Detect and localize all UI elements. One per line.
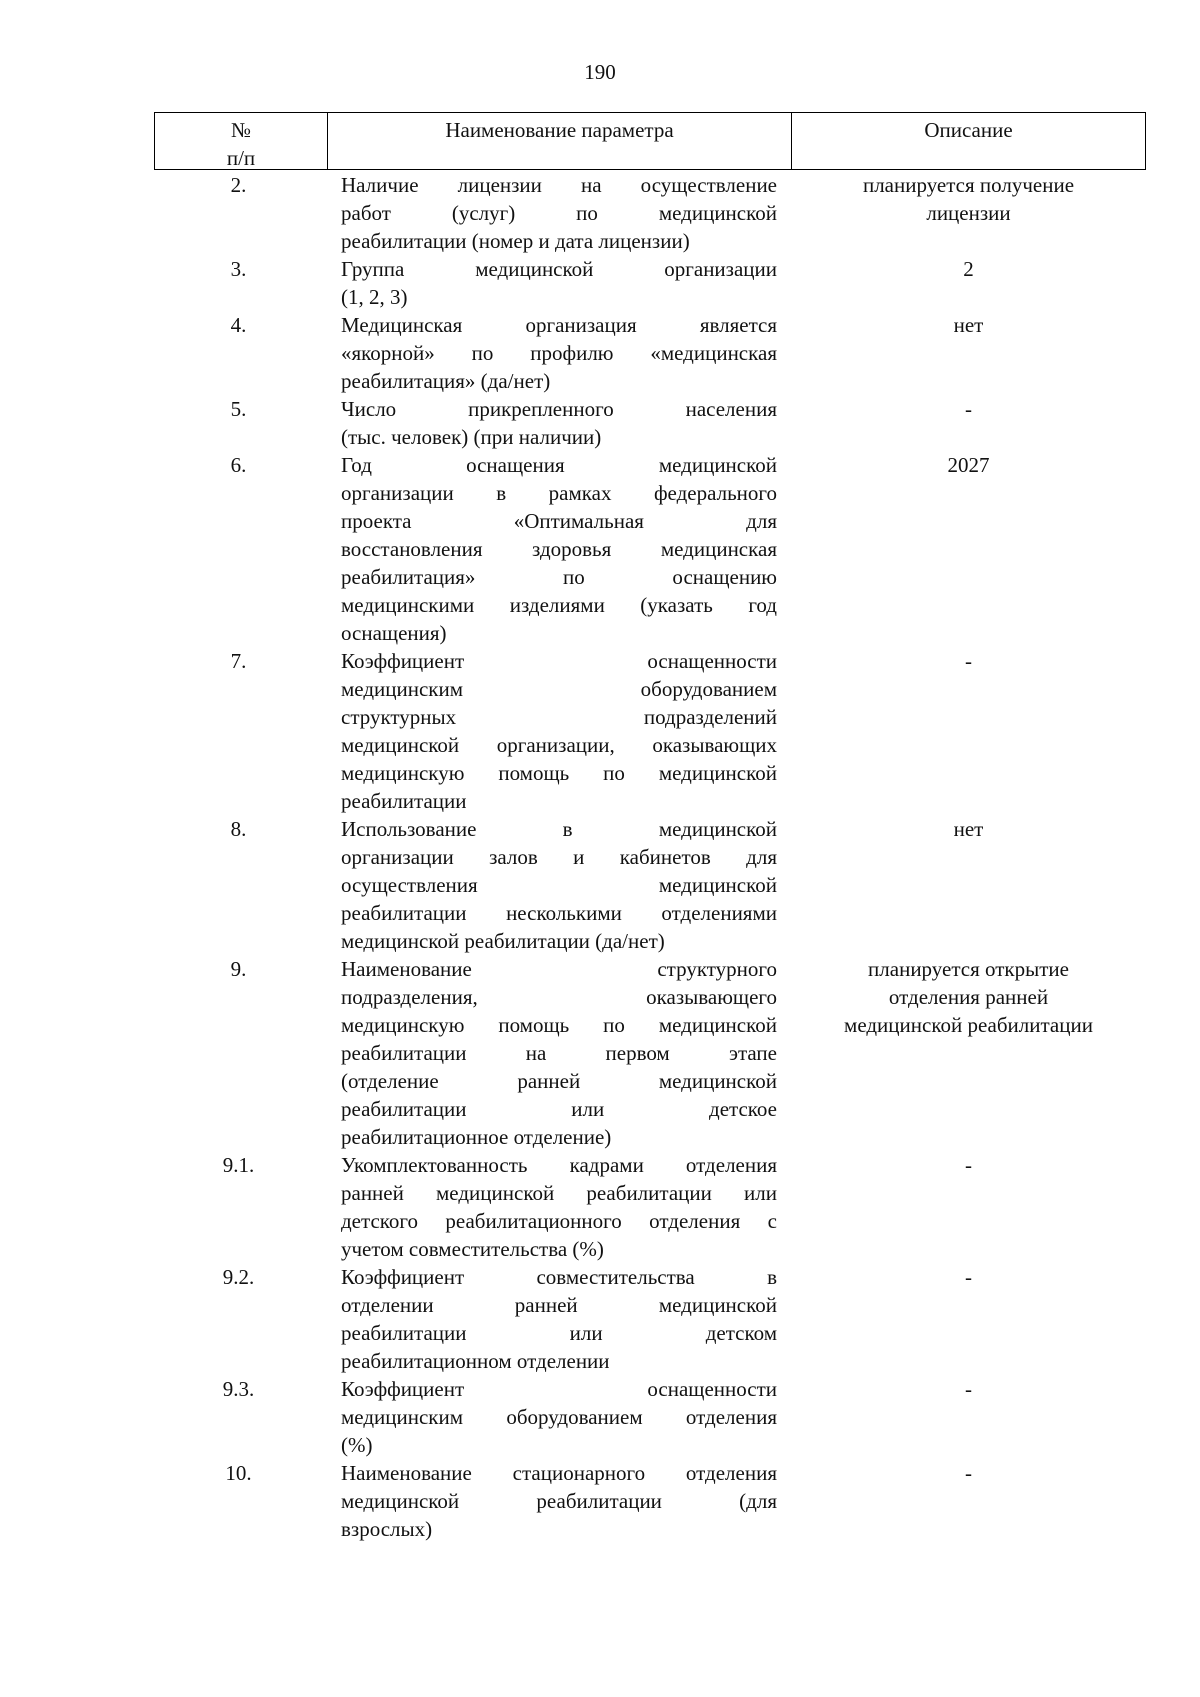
parameter-line: Число прикрепленного населения <box>341 397 777 421</box>
parameter-line: реабилитационном отделении <box>341 1349 610 1373</box>
row-description <box>791 255 1146 311</box>
parameter-line: (%) <box>341 1433 373 1457</box>
row-parameter <box>327 815 791 955</box>
parameter-line: организации в рамках федерального <box>341 481 777 505</box>
row-description <box>791 1151 1146 1263</box>
parameter-line: реабилитации (номер и дата лицензии) <box>341 229 690 253</box>
table-row <box>154 395 1146 451</box>
parameter-line: Наименование стационарного отделения <box>341 1461 777 1485</box>
parameter-line: Укомплектованность кадрами отделения <box>341 1153 777 1177</box>
parameter-line: Коэффициент оснащенности <box>341 1377 777 1401</box>
description-line: нет <box>953 817 984 841</box>
row-description <box>791 955 1146 1151</box>
parameter-line: медицинским оборудованием отделения <box>341 1405 777 1429</box>
row-description <box>791 1263 1146 1375</box>
row-parameter <box>327 255 791 311</box>
table-row <box>154 1151 1146 1263</box>
parameter-line: реабилитации несколькими отделениями <box>341 901 777 925</box>
header-parameter-name: Наименование параметра <box>328 113 792 169</box>
row-parameter <box>327 171 791 255</box>
parameter-line: Год оснащения медицинской <box>341 453 777 477</box>
parameter-line: Наименование структурного <box>341 957 777 981</box>
header-description: Описание <box>924 118 1013 142</box>
row-number: 9.3. <box>222 1377 255 1401</box>
row-number: 9. <box>230 957 247 981</box>
table-row <box>154 171 1146 255</box>
parameter-line: (тыс. человек) (при наличии) <box>341 425 602 449</box>
row-parameter <box>327 1263 791 1375</box>
description-line: 2 <box>963 257 974 281</box>
parameter-line: восстановления здоровья медицинская <box>341 537 777 561</box>
row-number: 6. <box>230 453 247 477</box>
table-header <box>154 112 1146 170</box>
parameter-line: учетом совместительства (%) <box>341 1237 604 1261</box>
row-number: 9.1. <box>222 1153 255 1177</box>
parameter-line: реабилитации или детское <box>341 1097 777 1121</box>
row-parameter <box>327 1151 791 1263</box>
row-description <box>791 815 1146 955</box>
row-number: 2. <box>230 173 247 197</box>
parameter-line: медицинским оборудованием <box>341 677 777 701</box>
table-body <box>154 170 1146 1543</box>
row-number: 4. <box>230 313 247 337</box>
table-row <box>154 955 1146 1151</box>
row-parameter <box>327 1375 791 1459</box>
row-parameter <box>327 955 791 1151</box>
parameter-line: реабилитации <box>341 789 467 813</box>
description-line: лицензии <box>926 201 1011 225</box>
table-row <box>154 1375 1146 1459</box>
description-line: отделения ранней <box>888 985 1049 1009</box>
row-number: 5. <box>230 397 247 421</box>
parameter-line: (1, 2, 3) <box>341 285 408 309</box>
description-line: - <box>965 397 972 421</box>
parameter-line: Группа медицинской организации <box>341 257 777 281</box>
parameter-line: структурных подразделений <box>341 705 777 729</box>
row-number: 8. <box>230 817 247 841</box>
parameter-line: организации залов и кабинетов для <box>341 845 777 869</box>
parameter-line: подразделения, оказывающего <box>341 985 777 1009</box>
parameter-line: проекта «Оптимальная для <box>341 509 777 533</box>
parameter-line: детского реабилитационного отделения с <box>341 1209 777 1233</box>
parameter-line: работ (услуг) по медицинской <box>341 201 777 225</box>
parameter-line: реабилитационное отделение) <box>341 1125 612 1149</box>
description-line: - <box>965 1265 972 1289</box>
description-line: - <box>965 1153 972 1177</box>
row-description <box>791 311 1146 395</box>
row-parameter <box>327 395 791 451</box>
row-parameter <box>327 311 791 395</box>
parameter-line: ранней медицинской реабилитации или <box>341 1181 777 1205</box>
parameter-line: оснащения) <box>341 621 447 645</box>
parameter-line: медицинскими изделиями (указать год <box>341 593 777 617</box>
parameter-line: Использование в медицинской <box>341 817 777 841</box>
description-line: - <box>965 649 972 673</box>
description-line: - <box>965 1461 972 1485</box>
row-description <box>791 395 1146 451</box>
row-description <box>791 1375 1146 1459</box>
row-number: 10. <box>225 1461 252 1485</box>
parameter-line: реабилитации на первом этапе <box>341 1041 777 1065</box>
row-number: 9.2. <box>222 1265 255 1289</box>
row-description <box>791 451 1146 647</box>
table-row <box>154 311 1146 395</box>
row-number: 3. <box>230 257 247 281</box>
parameter-line: реабилитация» (да/нет) <box>341 369 551 393</box>
description-line: планируется получение <box>862 173 1075 197</box>
table-row <box>154 451 1146 647</box>
table-row <box>154 1459 1146 1543</box>
parameter-line: взрослых) <box>341 1517 433 1541</box>
parameter-line: медицинской реабилитации (да/нет) <box>341 929 665 953</box>
row-description <box>791 1459 1146 1543</box>
row-description <box>791 171 1146 255</box>
table-row <box>154 255 1146 311</box>
row-number: 7. <box>230 649 247 673</box>
parameter-line: отделении ранней медицинской <box>341 1293 777 1317</box>
description-line: медицинской реабилитации <box>844 1013 1093 1037</box>
row-parameter <box>327 1459 791 1543</box>
parameter-line: медицинскую помощь по медицинской <box>341 1013 777 1037</box>
parameter-line: «якорной» по профилю «медицинская <box>341 341 777 365</box>
parameter-line: Наличие лицензии на осуществление <box>341 173 777 197</box>
header-number <box>155 113 328 169</box>
description-line: 2027 <box>947 453 990 477</box>
row-parameter <box>327 647 791 815</box>
header-number-symbol: № <box>230 118 252 142</box>
description-line: - <box>965 1377 972 1401</box>
parameter-line: Коэффициент оснащенности <box>341 649 777 673</box>
parameter-line: реабилитация» по оснащению <box>341 565 777 589</box>
row-parameter <box>327 451 791 647</box>
parameter-line: Коэффициент совместительства в <box>341 1265 777 1289</box>
table-row <box>154 647 1146 815</box>
description-line: нет <box>953 313 984 337</box>
table-row <box>154 815 1146 955</box>
page-number: 190 <box>584 60 616 84</box>
parameter-line: медицинскую помощь по медицинской <box>341 761 777 785</box>
parameter-line: (отделение ранней медицинской <box>341 1069 777 1093</box>
parameter-line: реабилитации или детском <box>341 1321 777 1345</box>
table-row <box>154 1263 1146 1375</box>
description-line: планируется открытие <box>868 957 1069 981</box>
parameter-line: медицинской реабилитации (для <box>341 1489 777 1513</box>
parameter-line: Медицинская организация является <box>341 313 777 337</box>
row-description <box>791 647 1146 815</box>
header-number-abbr: п/п <box>226 146 256 170</box>
parameter-line: осуществления медицинской <box>341 873 777 897</box>
parameters-table <box>154 112 1146 1543</box>
parameter-line: медицинской организации, оказывающих <box>341 733 777 757</box>
